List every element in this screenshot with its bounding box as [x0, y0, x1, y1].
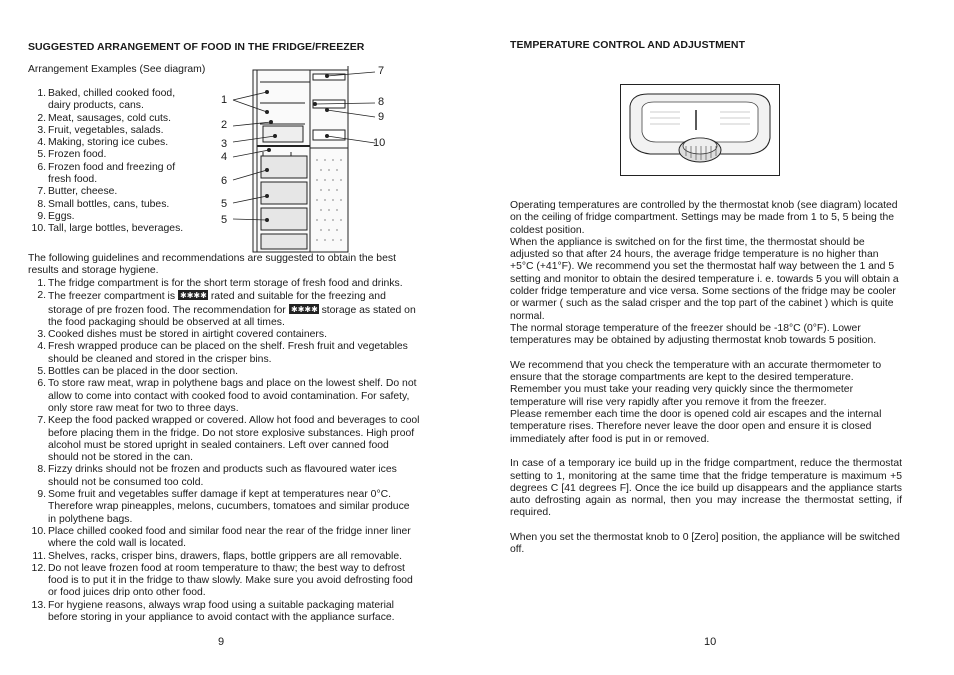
- paragraph: When you set the thermostat knob to 0 [Zero] position, the appliance will be switched off.: [510, 532, 900, 556]
- guidelines-list: [28, 278, 420, 624]
- star-rating-icon: [178, 290, 208, 300]
- list-item: 7. Keep the food packed wrapped or covered. Allow hot food and beverages to cool before placing them in the fridge. Do not store explosive substances. High proof alcohol must be stored upright in sealed containers. Left over canned food should not be stored in the can.: [37, 415, 420, 464]
- star-rating-icon: [289, 304, 319, 314]
- thermostat-diagram: [620, 84, 780, 176]
- list-item: 9. Some fruit and vegetables suffer damage if kept at temperatures near 0°C. Therefore wrap pineapples, melons, cucumbers, tomatoes and similar produce in polythene bags.: [37, 489, 410, 525]
- diagram-label-7: 7: [378, 65, 385, 77]
- list-item: 2. The freezer compartment is ✱✱✱✱ rated and suitable for the freezing and storage of pre frozen food. The recommendation for ✱✱✱✱ storage as stated on the food packaging should be observed at all times.: [37, 290, 416, 328]
- list-item: 7. Butter, cheese.: [37, 186, 118, 198]
- list-item: 6. To store raw meat, wrap in polythene bags and place on the lowest shelf. Do not allow to come into contact with cooked food to avoid contamination. For safety, only store raw meat for two to three days.: [37, 378, 417, 414]
- list-item: 3. Fruit, vegetables, salads.: [37, 124, 164, 136]
- svg-text:✱✱✱✱: ✱✱✱✱: [179, 291, 207, 301]
- list-item: 3. Cooked dishes must be stored in airtight covered containers.: [37, 329, 327, 341]
- list-item: 9. Eggs.: [37, 210, 75, 222]
- list-item: 10. Place chilled cooked food and similar food near the rear of the fridge inner liner where the cold wall is located.: [31, 525, 411, 550]
- paragraph: Please remember each time the door is opened cold air escapes and the internal temperature rises. Therefore never leave the door open and ensure it is closed immediately after food is put in or removed.: [510, 409, 882, 445]
- left-heading: SUGGESTED ARRANGEMENT OF FOOD IN THE FRIDGE/FREEZER: [28, 41, 365, 53]
- list-item: 6. Frozen food and freezing of fresh food.: [37, 161, 176, 186]
- paragraph: When the appliance is switched on for the first time, the thermostat should be adjusted so that after 24 hours, the average fridge temperature is no higher than +5°C (+41°F). We recommend you set the thermostat half way between the 1 and 5 setting and monitor to obtain the desired temperature i. e. towards 5 you will obtain a colder fridge temperature and vice versa. Some sections of the fridge may be cooler or warmer ( such as the salad crisper and the top part of the cabinet ) which is quite normal.: [510, 236, 899, 322]
- list-item: 8. Fizzy drinks should not be frozen and products such as flavoured water ices should not be consumed too cold.: [37, 464, 397, 488]
- diagram-label-1: 1: [221, 94, 228, 106]
- intro-paragraph: The following guidelines and recommendations are suggested to obtain the best results and storage hygiene.: [28, 253, 396, 277]
- diagram-label-10: 10: [373, 137, 386, 149]
- paragraph: The normal storage temperature of the freezer should be -18°C (0°F). Lower temperatures may be obtained by adjusting thermostat knob towards 5 position.: [510, 322, 877, 347]
- diagram-label-6: 6: [221, 175, 228, 187]
- diagram-label-5a: 5: [221, 198, 228, 210]
- list-item: 11. Shelves, racks, crisper bins, drawers, flaps, bottle grippers are all removable.: [32, 550, 403, 562]
- right-heading: TEMPERATURE CONTROL AND ADJUSTMENT: [510, 39, 746, 51]
- paragraph: In case of a temporary ice build up in the fridge compartment, reduce the thermostat setting to 1, monitoring at the same time that the fridge temperature is maximum +5 degrees C [41 degrees F]. Once the ice build up disappears and the appliance starts auto defrosting again as normal, then you may increase the thermostat setting, if required.: [510, 458, 902, 519]
- page-number-right: 10: [704, 636, 717, 648]
- list-item: 12. Do not leave frozen food at room temperature to thaw; the best way to defrost food is to put it in the fridge to thaw slowly. Make sure you avoid defrosting food or food juices drip onto other food.: [31, 562, 413, 599]
- examples-list: [28, 88, 198, 236]
- list-item: 13. For hygiene reasons, always wrap food using a suitable packaging material before storing in your appliance to avoid contact with the appliance surface.: [31, 599, 395, 624]
- diagram-label-8: 8: [378, 96, 385, 108]
- fridge-diagram: [215, 60, 395, 260]
- list-item: 4. Making, storing ice cubes.: [37, 137, 169, 149]
- list-item: 1. Baked, chilled cooked food, dairy products, cans.: [37, 88, 176, 112]
- list-item: 8. Small bottles, cans, tubes.: [37, 198, 170, 210]
- paragraph: Operating temperatures are controlled by the thermostat knob (see diagram) located on the ceiling of fridge compartment. Settings may be made from 1 to 5, 5 being the coldest position.: [510, 200, 898, 236]
- list-item: 2. Meat, sausages, cold cuts.: [37, 112, 172, 124]
- page-number-left: 9: [218, 636, 225, 648]
- list-item: 4. Fresh wrapped produce can be placed on the shelf. Fresh fruit and vegetables should be cleaned and stored in the crisper bins.: [37, 341, 408, 365]
- diagram-label-5b: 5: [221, 214, 228, 226]
- diagram-label-3: 3: [221, 138, 228, 150]
- paragraph: We recommend that you check the temperature with an accurate thermometer to ensure that the storage compartments are kept to the desired temperature. Remember you must take your reading very quickly since the thermometer temperature will rise very rapidly after you remove it from the freezer.: [510, 359, 882, 408]
- list-item: 10. Tall, large bottles, beverages.: [31, 223, 184, 235]
- list-item: 1. The fridge compartment is for the short term storage of fresh food and drinks.: [37, 278, 403, 289]
- right-body: [510, 200, 902, 557]
- diagram-label-4: 4: [221, 151, 228, 163]
- examples-title: Arrangement Examples (See diagram): [28, 64, 206, 75]
- list-item: 5. Frozen food.: [37, 149, 107, 161]
- svg-text:✱✱✱✱: ✱✱✱✱: [290, 304, 318, 314]
- list-item: 5. Bottles can be placed in the door section.: [37, 366, 239, 378]
- diagram-label-2: 2: [221, 119, 228, 131]
- diagram-label-9: 9: [378, 111, 385, 123]
